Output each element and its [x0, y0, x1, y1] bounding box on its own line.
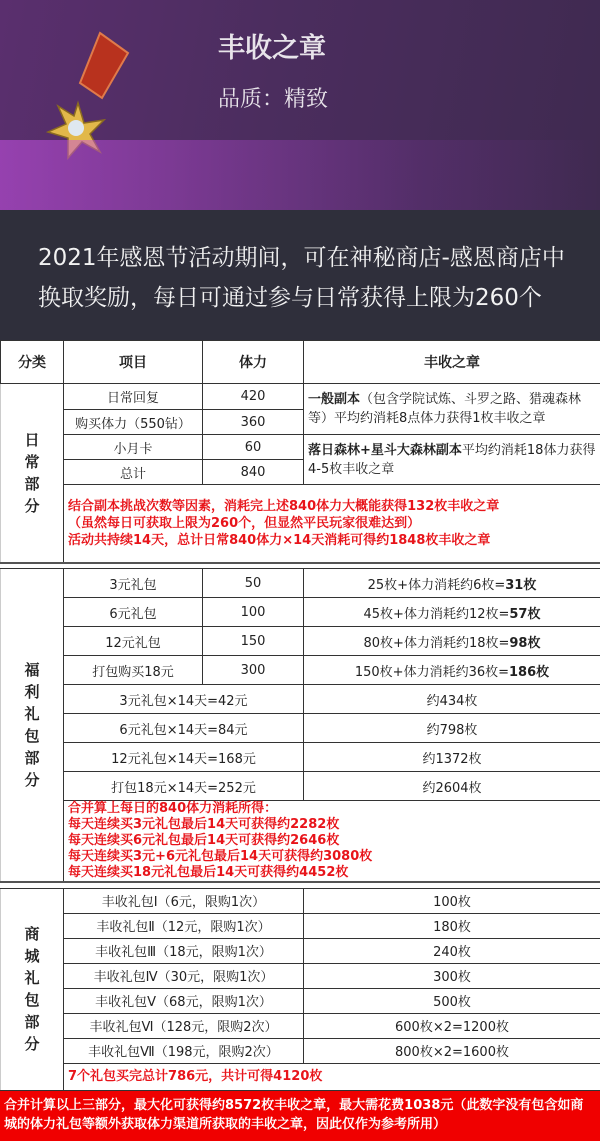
table-row — [1, 384, 600, 410]
table-row — [1, 888, 600, 913]
stamina-cell: 60 — [203, 435, 304, 460]
item-cell: 6元礼包×14天=84元 — [64, 714, 304, 743]
medal-icon — [40, 28, 140, 168]
table-row — [1, 938, 600, 963]
header-category: 分类 — [1, 341, 64, 384]
table-row — [1, 627, 600, 656]
table-row — [1, 913, 600, 938]
reward-cell: 500枚 — [304, 988, 600, 1013]
item-cell: 打包18元×14天=252元 — [64, 772, 304, 801]
stamina-cell: 420 — [203, 384, 304, 410]
reward-cell: 600枚×2=1200枚 — [304, 1013, 600, 1038]
reward-cell: 约798枚 — [304, 714, 600, 743]
daily-note-row — [1, 485, 600, 563]
reward-cell: 约2604枚 — [304, 772, 600, 801]
reward-cell: 240枚 — [304, 938, 600, 963]
reward-cell: 800枚×2=1600枚 — [304, 1038, 600, 1063]
header-stamina: 体力 — [203, 341, 304, 384]
header-item: 项目 — [64, 341, 203, 384]
item-cell: 丰收礼包Ⅱ（12元，限购1次） — [64, 913, 304, 938]
stamina-cell: 840 — [203, 460, 304, 485]
reward-cell: 180枚 — [304, 913, 600, 938]
reward-cell: 一般副本（包含学院试炼、斗罗之路、猎魂森林等）平均约消耗8点体力获得1枚丰收之章 — [304, 384, 600, 435]
table-row — [1, 1013, 600, 1038]
header-reward: 丰收之章 — [304, 341, 600, 384]
table-row — [1, 963, 600, 988]
stamina-cell: 50 — [203, 569, 304, 598]
stamina-cell: 300 — [203, 656, 304, 685]
category-welfare: 福利礼包部分 — [1, 569, 64, 883]
item-cell: 丰收礼包Ⅵ（128元，限购2次） — [64, 1013, 304, 1038]
item-cell: 3元礼包 — [64, 569, 203, 598]
reward-cell: 100枚 — [304, 888, 600, 913]
welfare-note: 合并算上每日的840体力消耗所得： 每天连续买3元礼包最后14天可获得约2282枚 每天连续买6元礼包最后14天可获得约2646枚 每天连续买3元+6元礼包最后14天可获得约3080枚 每天连续买18元礼包最后14天可获得约4452枚 — [64, 801, 600, 883]
table-row — [1, 714, 600, 743]
stamina-cell: 100 — [203, 598, 304, 627]
item-header — [0, 0, 600, 210]
item-cell: 3元礼包×14天=42元 — [64, 685, 304, 714]
item-cell: 丰收礼包Ⅴ（68元，限购1次） — [64, 988, 304, 1013]
item-cell: 总计 — [64, 460, 203, 485]
stamina-cell: 360 — [203, 410, 304, 435]
category-mall: 商城礼包部分 — [1, 888, 64, 1090]
item-cell: 小月卡 — [64, 435, 203, 460]
item-cell: 6元礼包 — [64, 598, 203, 627]
table-row — [1, 598, 600, 627]
reward-cell: 300枚 — [304, 963, 600, 988]
reward-cell: 25枚+体力消耗约6枚=31枚 — [304, 569, 600, 598]
table-row — [1, 656, 600, 685]
table-row — [1, 569, 600, 598]
reward-cell: 约434枚 — [304, 685, 600, 714]
item-quality: 品质：精致 — [218, 82, 328, 113]
item-cell: 丰收礼包Ⅳ（30元，限购1次） — [64, 963, 304, 988]
category-daily: 日常部分 — [1, 384, 64, 563]
table-row — [1, 1038, 600, 1063]
daily-note: 结合副本挑战次数等因素，消耗完上述840体力大概能获得132枚丰收之章 （虽然每日可获取上限为260个，但显然平民玩家很难达到） 活动共持续14天，总计日常840体力×14天消耗可得约1848枚丰收之章 — [64, 485, 600, 563]
mall-note-row — [1, 1063, 600, 1090]
reward-cell: 150枚+体力消耗约36枚=186枚 — [304, 656, 600, 685]
reward-cell: 45枚+体力消耗约12枚=57枚 — [304, 598, 600, 627]
item-cell: 丰收礼包Ⅲ（18元，限购1次） — [64, 938, 304, 963]
table-row — [1, 435, 600, 460]
item-title: 丰收之章 — [218, 26, 326, 65]
reward-cell: 80枚+体力消耗约18枚=98枚 — [304, 627, 600, 656]
table-row — [1, 685, 600, 714]
item-cell: 日常回复 — [64, 384, 203, 410]
reward-cell: 落日森林+星斗大森林副本平均约消耗18体力获得4-5枚丰收之章 — [304, 435, 600, 485]
welfare-note-row — [1, 801, 600, 883]
table-row — [1, 772, 600, 801]
item-cell: 12元礼包×14天=168元 — [64, 743, 304, 772]
reward-cell: 约1372枚 — [304, 743, 600, 772]
table-header-row — [1, 341, 600, 384]
mall-note: 7个礼包买完总计786元，共计可得4120枚 — [64, 1063, 600, 1090]
item-cell: 购买体力（550钻） — [64, 410, 203, 435]
stamina-cell: 150 — [203, 627, 304, 656]
reward-table — [0, 340, 600, 1091]
item-cell: 打包购买18元 — [64, 656, 203, 685]
item-cell: 12元礼包 — [64, 627, 203, 656]
summary-banner: 合并计算以上三部分，最大化可获得约8572枚丰收之章，最大需花费1038元（此数字没有包含如商城的体力礼包等额外获取体力渠道所获取的丰收之章，因此仅作为参考所用） — [0, 1091, 600, 1141]
table-row — [1, 988, 600, 1013]
item-description: 2021年感恩节活动期间，可在神秘商店-感恩商店中换取奖励，每日可通过参与日常获得上限为260个 — [0, 210, 600, 340]
table-row — [1, 743, 600, 772]
item-cell: 丰收礼包Ⅶ（198元，限购2次） — [64, 1038, 304, 1063]
item-cell: 丰收礼包Ⅰ（6元，限购1次） — [64, 888, 304, 913]
